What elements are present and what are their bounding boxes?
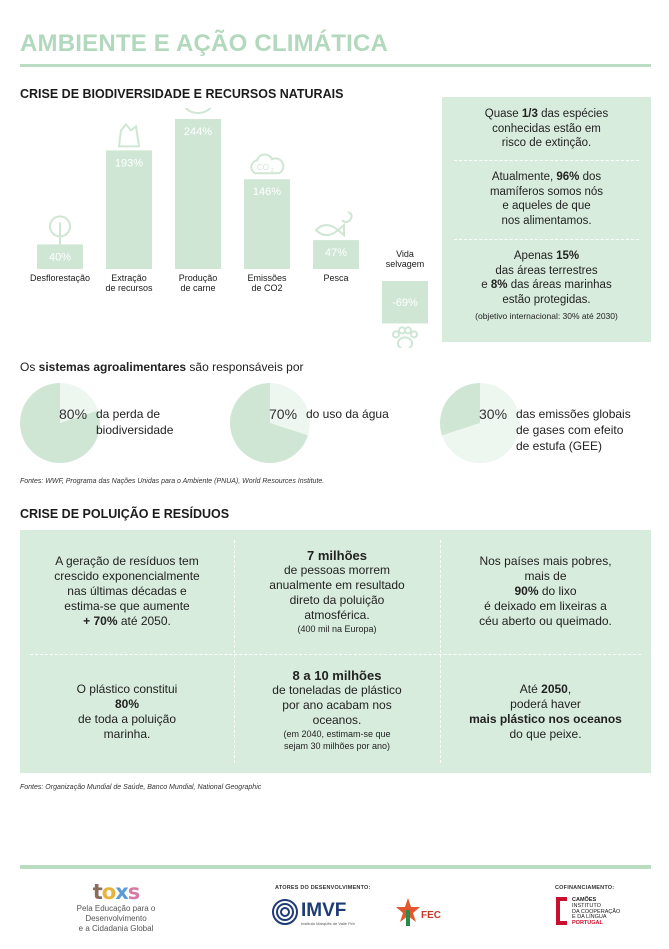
cofinanciamento-label: COFINANCIAMENTO: <box>555 885 615 891</box>
fish-hook-icon <box>316 212 352 235</box>
fact-mammals: Atualmente, 96% dos mamíferos somos nós e aqueles de que nos alimentamos. <box>489 171 604 227</box>
toxs-wordmark: toxs <box>92 880 140 904</box>
co2-icon-text: CO <box>257 163 269 173</box>
toxs-logo <box>60 880 172 933</box>
fact-air-pollution-deaths: 7 milhões de pessoas morrem anualmente em resultado direto da poluição atmosférica. (400 mil na Europa) <box>269 548 405 634</box>
fact-protected-areas: Apenas 15% das áreas terrestres e 8% das áreas marinhas estão protegidas. (objetivo internacional: 30% até 2030) <box>475 250 618 321</box>
fact-divider <box>454 160 639 161</box>
title-divider <box>20 64 651 67</box>
agro-stat-biodiversity <box>20 383 220 463</box>
category-label: Emissões <box>247 273 287 283</box>
bar-value-label: 244% <box>183 126 213 138</box>
toxs-tagline: e a Cidadania Global <box>78 924 154 933</box>
co2-icon-subscript: 2 <box>271 168 274 175</box>
pie-percentage: 80% <box>59 406 88 422</box>
biodiversity-bar-chart <box>16 108 436 348</box>
toxs-tagline: Pela Educação para o Desenvolvimento <box>76 904 156 923</box>
camoes-bracket-icon <box>555 897 569 925</box>
category-label: Produção <box>178 273 218 283</box>
bar-value-label: 146% <box>252 186 282 199</box>
bar-value-label: 47% <box>324 247 348 260</box>
pie-description: da perda de biodiversidade <box>96 407 174 437</box>
pollution-facts-grid <box>20 530 651 773</box>
pie-description: do uso da água <box>306 407 389 421</box>
paw-icon <box>393 327 417 348</box>
fact-open-dumps: Nos países mais pobres, mais de 90% do lixo é deixado em lixeiras a céu aberto ou queimado. <box>479 554 612 628</box>
tree-icon <box>50 216 70 244</box>
imvf-logo <box>272 897 372 927</box>
footer-divider <box>20 865 651 869</box>
crystal-icon <box>119 124 139 146</box>
pie-chart-water <box>230 383 310 463</box>
fec-star-icon <box>395 896 421 926</box>
agro-sources: Fontes: WWF, Programa das Nações Unidas para o Ambiente (PNUA), World Resources Institute. <box>20 478 325 485</box>
fec-logo <box>395 896 445 930</box>
imvf-wordmark: IMVF <box>301 900 347 921</box>
category-label: de carne <box>180 283 216 293</box>
bar-value-label: 193% <box>114 157 144 170</box>
page-title: AMBIENTE E AÇÃO CLIMÁTICA <box>20 30 389 57</box>
agro-intro: Os sistemas agroalimentares são responsáveis por <box>20 360 304 374</box>
pie-percentage: 70% <box>269 406 298 422</box>
steak-icon <box>184 108 212 113</box>
pie-percentage: 30% <box>479 406 508 422</box>
category-label: Desflorestação <box>29 273 91 283</box>
fact-extinction: Quase 1/3 das espécies conhecidas estão em risco de extinção. <box>484 108 609 149</box>
agro-stat-emissions <box>440 383 660 463</box>
category-label: Pesca <box>323 273 349 283</box>
imvf-subtitle: Instituto Marquês de Valle Flôr <box>301 921 355 926</box>
bar-value-label: 40% <box>48 251 72 264</box>
fact-waste-growth: A geração de resíduos tem crescido exponencialmente nas últimas décadas e estima-se que aumente + 70% até 2050. <box>54 554 200 628</box>
pollution-heading: CRISE DE POLUIÇÃO E RESÍDUOS <box>20 507 230 521</box>
imvf-swirl-icon <box>272 899 298 925</box>
fact-divider <box>454 239 639 240</box>
fact-plastic-tonnes: 8 a 10 milhões de toneladas de plástico por ano acabam nos oceanos. (em 2040, estimam-se que sejam 30 milhões por ano) <box>272 668 402 751</box>
fact-more-plastic-than-fish: Até 2050, poderá haver mais plástico nos oceanos do que peixe. <box>469 682 622 741</box>
category-label: de CO2 <box>251 283 283 293</box>
pie-chart-emissions <box>440 383 520 463</box>
camoes-text: CAMÕES INSTITUTO DA COOPERAÇÃO E DA LÍNGUA PORTUGAL <box>572 897 621 927</box>
category-label: selvagem <box>385 259 425 269</box>
atores-label: ATORES DO DESENVOLVIMENTO: <box>275 885 371 891</box>
agro-stat-water <box>230 383 430 463</box>
pollution-sources: Fontes: Organização Mundial de Saúde, Banco Mundial, National Geographic <box>20 784 262 791</box>
pie-chart-biodiversity <box>20 383 100 463</box>
category-label: Extração <box>111 273 147 283</box>
grid-divider <box>30 654 641 655</box>
category-label: Vida <box>396 249 414 259</box>
biodiversity-facts-box <box>442 97 651 342</box>
fec-wordmark: FEC <box>421 910 441 921</box>
co2-cloud-icon <box>251 154 283 174</box>
category-label: de recursos <box>105 283 153 293</box>
pie-description: das emissões globais de gases com efeito de estufa (GEE) <box>516 407 631 453</box>
biodiversity-heading: CRISE DE BIODIVERSIDADE E RECURSOS NATURAIS <box>20 87 344 101</box>
camoes-logo <box>555 897 625 931</box>
bar-2 <box>175 119 221 269</box>
fact-plastic-marine: O plástico constitui 80% de toda a poluição marinha. <box>76 682 178 741</box>
bar-value-label: -69% <box>392 297 418 310</box>
